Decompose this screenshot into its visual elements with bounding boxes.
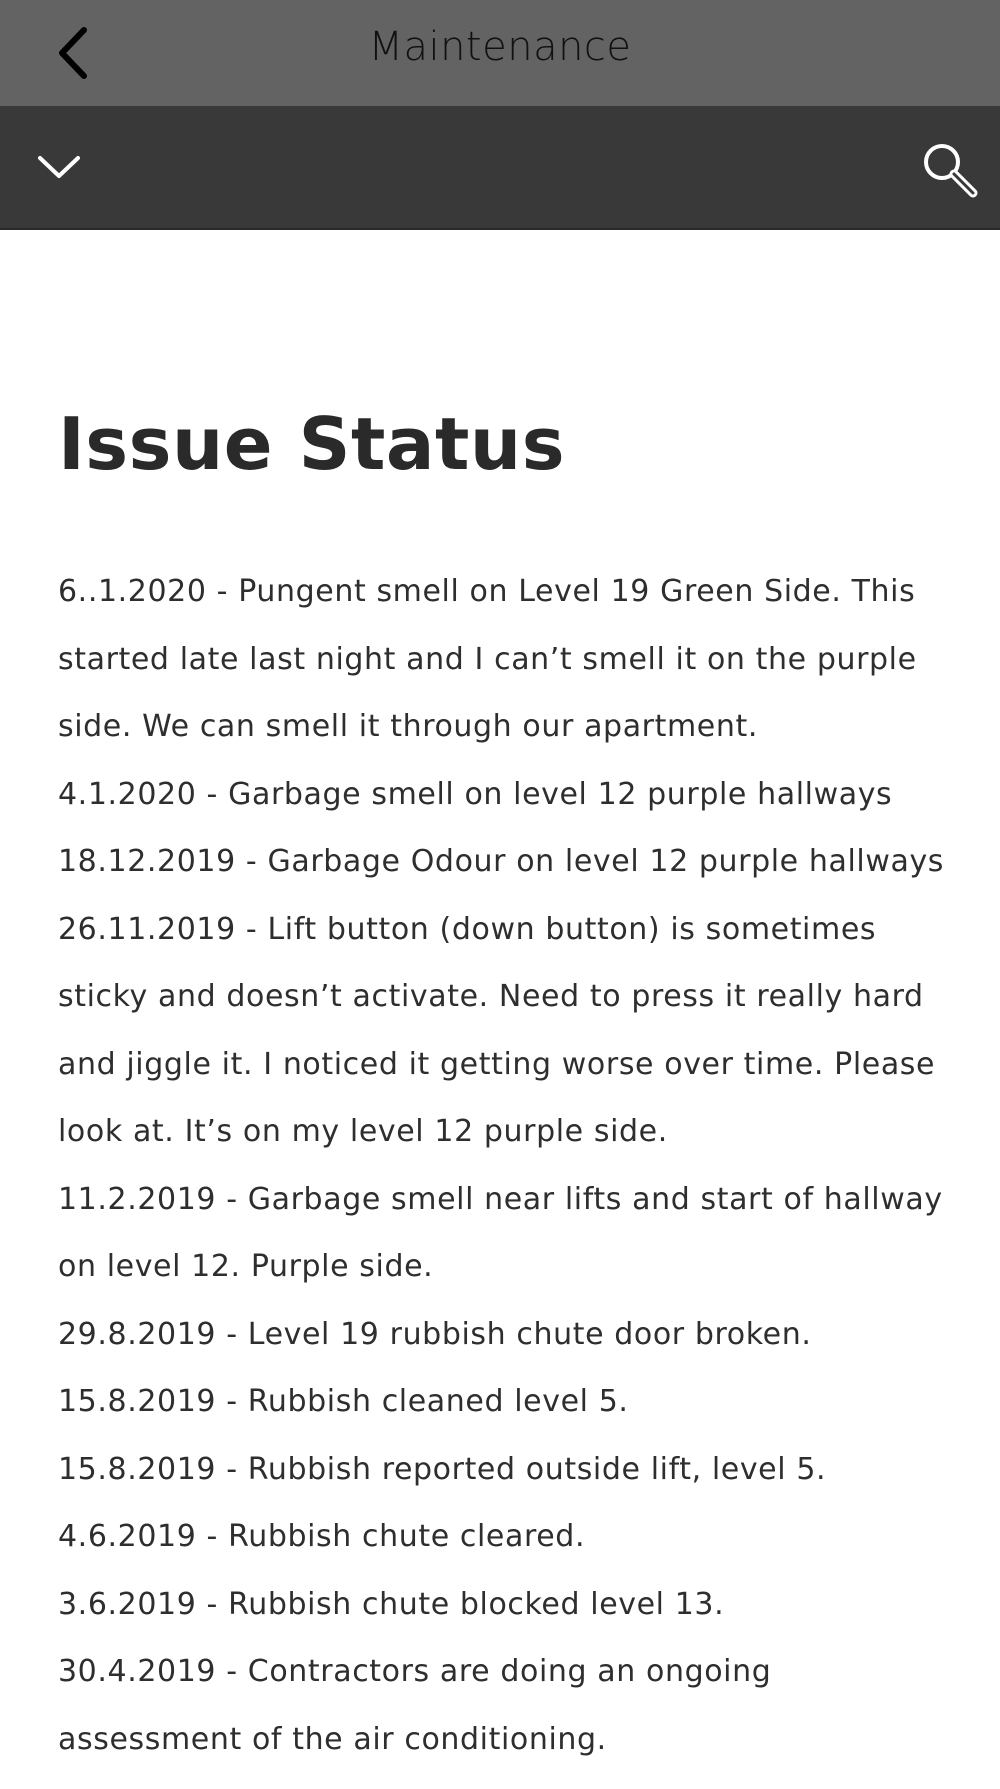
issue-separator: - (206, 574, 239, 609)
issue-item (58, 896, 958, 1166)
main-content (58, 228, 958, 1789)
issue-separator: - (216, 1181, 248, 1217)
menu-toggle-button[interactable] (34, 142, 84, 192)
issue-separator: - (196, 776, 229, 812)
issue-item (58, 1571, 958, 1639)
issue-text: Garbage smell near lifts and start of hallway on level 12. Purple side. (58, 1181, 943, 1284)
chevron-down-icon (34, 142, 84, 192)
issue-text: Rubbish cleaned level 5. (247, 1384, 629, 1419)
issue-item (58, 1368, 958, 1436)
issue-separator: - (235, 844, 268, 879)
issue-text: Rubbish chute blocked level 13. (228, 1586, 725, 1622)
issue-date: 15.8.2019 (58, 1384, 217, 1419)
issue-text: Contractors are doing an ongoing assessment of the air conditioning. (58, 1654, 772, 1757)
header-title: Maintenance (368, 24, 632, 70)
issue-date: 18.12.2019 (58, 844, 236, 879)
issue-item (58, 1166, 958, 1301)
search-icon (918, 138, 980, 200)
page-title: Issue Status (58, 402, 566, 486)
issue-separator: - (196, 1519, 229, 1554)
toolbar (0, 106, 1000, 230)
issue-date: 6..1.2020 (58, 574, 207, 609)
issue-separator: - (216, 1384, 248, 1419)
issue-item (58, 558, 958, 761)
issue-item (58, 1301, 958, 1369)
issue-date: 26.11.2019 (58, 911, 236, 947)
issue-date: 11.2.2019 (58, 1181, 217, 1217)
issue-date: 15.8.2019 (58, 1451, 217, 1487)
app-header (0, 0, 1000, 106)
issue-separator: - (216, 1451, 248, 1487)
issue-item (58, 761, 958, 829)
search-button[interactable] (918, 138, 980, 200)
issue-date: 3.6.2019 (58, 1586, 197, 1622)
issue-separator: - (216, 1316, 248, 1352)
issue-item (58, 1436, 958, 1504)
issue-date: 4.6.2019 (58, 1519, 197, 1554)
issue-text: Garbage Odour on level 12 purple hallways (267, 844, 945, 879)
issue-list (58, 558, 958, 1773)
issue-separator: - (196, 1586, 229, 1622)
issue-text: Level 19 rubbish chute door broken. (247, 1316, 812, 1352)
issue-date: 4.1.2020 (58, 776, 197, 812)
issue-separator: - (216, 1654, 248, 1689)
issue-item (58, 1503, 958, 1571)
issue-text: Rubbish chute cleared. (228, 1519, 586, 1554)
issue-item (58, 1638, 958, 1773)
issue-text: Rubbish reported outside lift, level 5. (247, 1451, 827, 1487)
issue-text: Pungent smell on Level 19 Green Side. This started late last night and I can’t smell it on the purple side. We can smell it through our apartment. (58, 574, 917, 744)
issue-separator: - (235, 911, 268, 947)
issue-text: Lift button (down button) is sometimes sticky and doesn’t activate. Need to press it really hard and jiggle it. I noticed it getting worse over time. Please look at. It’s on my level 12 purple side. (58, 911, 936, 1149)
issue-date: 30.4.2019 (58, 1654, 217, 1689)
issue-date: 29.8.2019 (58, 1316, 217, 1352)
issue-item (58, 828, 958, 896)
issue-text: Garbage smell on level 12 purple hallways (228, 776, 893, 812)
